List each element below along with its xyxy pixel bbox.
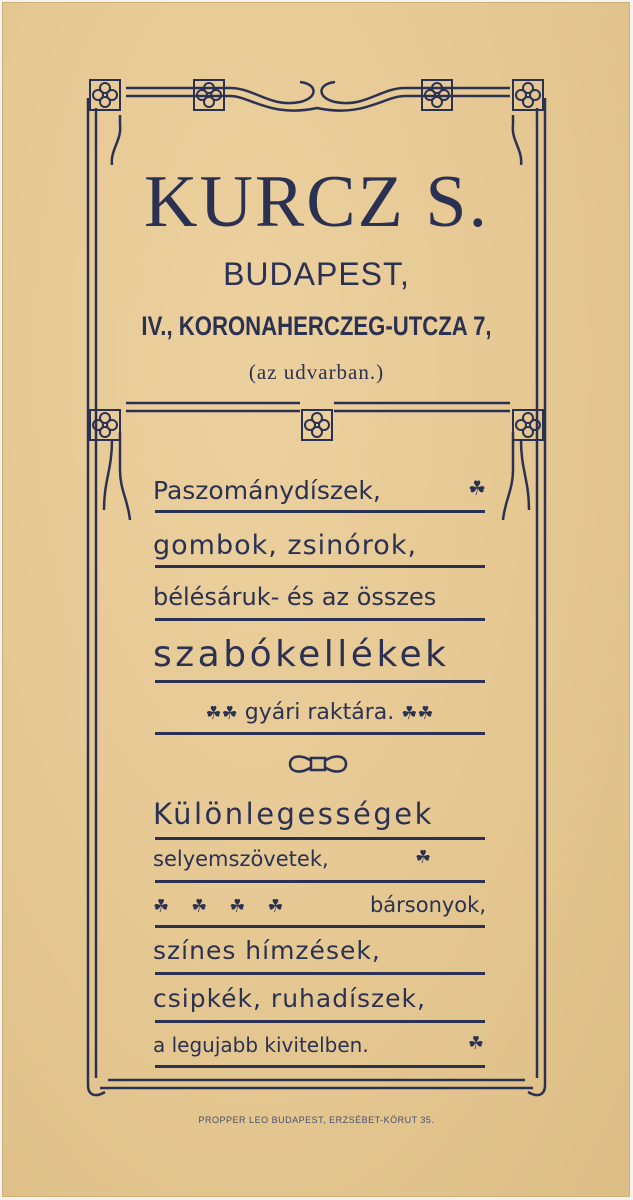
body2-line1: Különlegességek xyxy=(153,797,434,831)
underline xyxy=(155,972,485,975)
underline xyxy=(155,880,485,883)
body2-line2: selyemszövetek, ☘ xyxy=(153,847,432,871)
body2-line5: csipkék, ruhadíszek, xyxy=(153,984,426,1013)
underline xyxy=(155,1065,485,1068)
corner-flower-icon-tr xyxy=(513,80,543,110)
underline xyxy=(155,925,485,928)
underline xyxy=(155,837,485,840)
street-address: IV., KORONAHERCZEG-UTCZA 7, xyxy=(141,311,492,341)
underline xyxy=(155,1020,485,1023)
body1-line5: ☘☘ gyári raktára. ☘☘ xyxy=(205,700,434,725)
body1-line4: szabókellékek xyxy=(153,634,450,675)
underline xyxy=(155,680,485,683)
body2-line3: ☘☘☘☘ bársonyok, xyxy=(153,893,486,917)
body1-line1: Paszománydíszek, ☘ xyxy=(153,476,486,505)
printer-credit: PROPPER LEO BUDAPEST, ERZSÉBET-KÖRUT 35. xyxy=(198,1115,435,1125)
underline xyxy=(155,618,485,621)
divider-flower-icon-left xyxy=(90,410,120,440)
trefoil-icon: ☘ xyxy=(467,1033,484,1054)
trefoil-icon: ☘☘☘☘ xyxy=(153,896,306,917)
underline xyxy=(155,732,485,735)
trefoil-icon: ☘☘ xyxy=(401,703,434,724)
knot-ornament-icon xyxy=(290,757,346,772)
body2-line6: a legujabb kivitelben. ☘ xyxy=(153,1033,484,1057)
body1-line2: gombok, zsinórok, xyxy=(153,530,418,561)
firm-name: KURCZ S. xyxy=(144,161,489,243)
underline xyxy=(155,510,485,513)
city-line: BUDAPEST, xyxy=(223,256,410,292)
trefoil-icon: ☘☘ xyxy=(205,703,238,724)
divider-flower-icon-right xyxy=(513,410,543,440)
body1-line3: bélésáruk- és az összes xyxy=(153,583,437,611)
trefoil-icon: ☘ xyxy=(468,476,486,500)
body2-line4: színes hímzések, xyxy=(153,936,381,965)
trefoil-icon: ☘ xyxy=(415,847,432,868)
corner-flower-icon-tl xyxy=(90,80,120,110)
divider-flower-icon-center xyxy=(302,410,332,440)
underline xyxy=(155,565,485,568)
courtyard-note: (az udvarban.) xyxy=(248,360,385,384)
